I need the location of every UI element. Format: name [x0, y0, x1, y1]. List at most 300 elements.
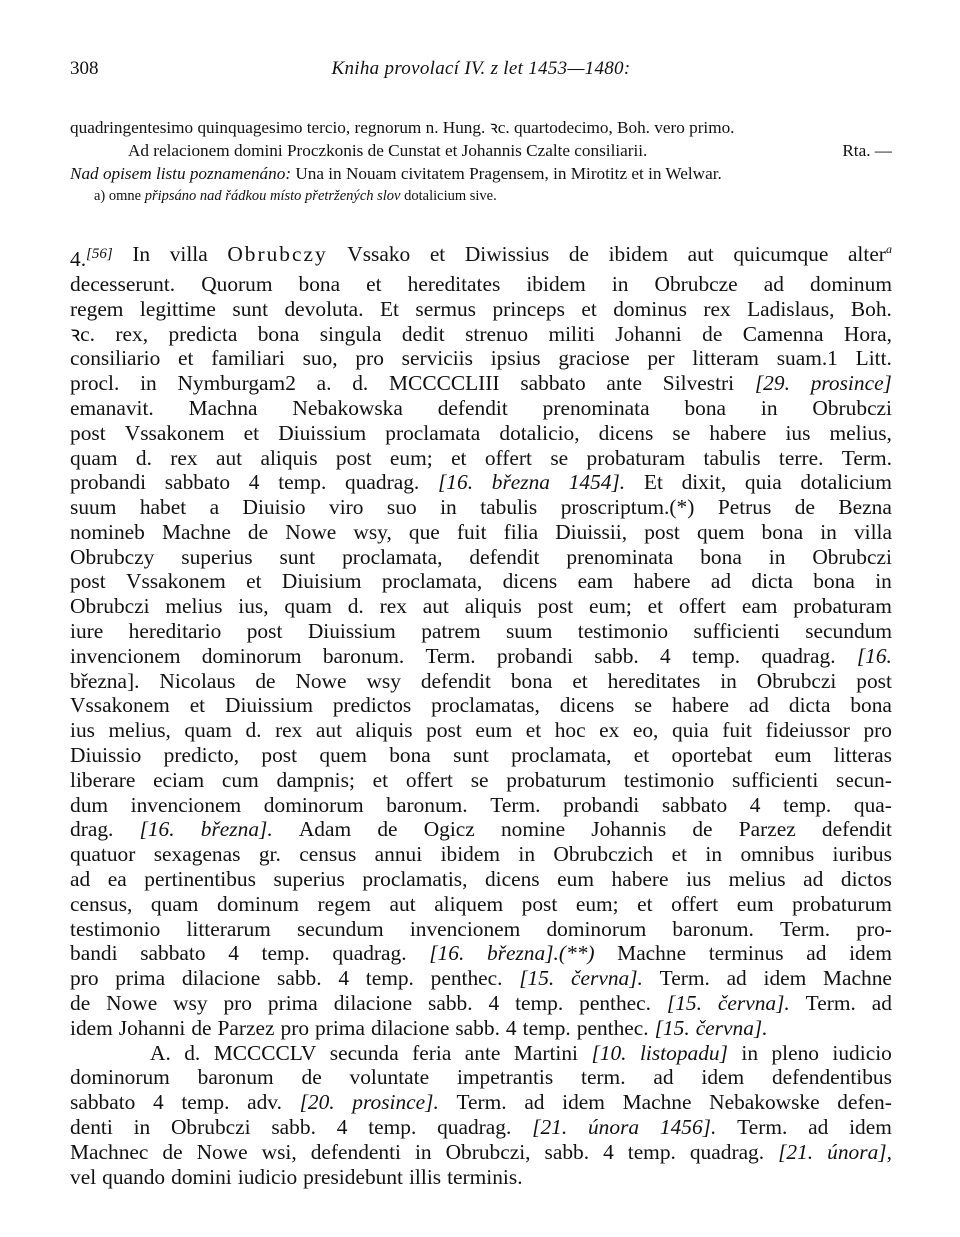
previous-entry-end [70, 116, 892, 208]
word: pleno [771, 1040, 819, 1065]
word: MCCCCLIII [389, 371, 500, 396]
word: proclamata [385, 420, 481, 445]
word: bona [510, 668, 553, 693]
word: Vssakonem [70, 693, 170, 718]
word: baronum. [322, 643, 405, 668]
word: ad [806, 941, 827, 966]
word: secun- [836, 767, 892, 792]
word: Boh. [850, 296, 892, 321]
word: regem [70, 296, 124, 321]
text-line [70, 991, 892, 1016]
word: predictos [332, 693, 412, 718]
word: litteram [692, 346, 759, 371]
word: in [440, 495, 457, 520]
word: penthec. [576, 1015, 649, 1040]
word: ibidem [526, 271, 586, 296]
word: bona [389, 743, 431, 768]
word: defendenti [310, 1139, 401, 1164]
word: post [70, 569, 106, 594]
word: rex [703, 296, 731, 321]
text-line [70, 619, 892, 644]
word: a [209, 495, 220, 520]
word: března]. [200, 817, 273, 842]
word: se [550, 445, 569, 470]
word: hoc [554, 718, 586, 743]
word: bandi [70, 941, 118, 966]
word: Machnec [70, 1139, 149, 1164]
word: Term. [659, 966, 710, 991]
text-line [70, 917, 892, 942]
word: Johanni [118, 1015, 186, 1040]
text-line [70, 297, 892, 322]
word: sabbato [164, 470, 231, 495]
word: in [133, 1115, 151, 1140]
word: idem [849, 1115, 892, 1140]
word: Diuisium [281, 569, 362, 594]
word: eam [577, 569, 614, 594]
word: in [760, 395, 778, 420]
word: de [794, 495, 815, 520]
text-line [70, 941, 892, 966]
word: princeps [492, 296, 565, 321]
word: sabb. [544, 1139, 590, 1164]
word: singula [319, 321, 382, 346]
text-line [70, 892, 892, 917]
word: nomineb [70, 519, 145, 544]
word: Obrubczi [170, 1115, 251, 1140]
text-line [70, 842, 892, 867]
word: familiari [211, 346, 285, 371]
text-line [70, 396, 892, 421]
word: rex [275, 718, 303, 743]
word: temp. [522, 1015, 571, 1040]
word: sabbato [661, 792, 728, 817]
word: Term. [805, 991, 856, 1016]
word: tabulis [480, 495, 538, 520]
word: ea [107, 867, 127, 892]
word: pertinentibus [144, 867, 256, 892]
word: sabbato [140, 941, 206, 966]
word: ꝛc. [70, 321, 95, 346]
text-line [70, 520, 892, 545]
word: [16. [856, 643, 892, 668]
word: Parzez [738, 817, 796, 842]
word: Term. [490, 792, 541, 817]
word: de [247, 519, 269, 544]
word: defendit [821, 817, 892, 842]
word: prosince] [810, 371, 892, 396]
word: in [140, 371, 157, 396]
word: graciose [558, 346, 630, 371]
word: et [243, 420, 260, 445]
word: de [162, 1139, 183, 1164]
word: offert [405, 767, 453, 792]
note-text: Una in Nouam civitatem Pragensem, in Mirotitz et in Welwar. [291, 164, 722, 183]
word: Diuisio [242, 495, 306, 520]
word: gr. [258, 842, 281, 867]
word: Obrubczy [70, 544, 155, 569]
word: fideiussor [765, 718, 850, 743]
word: [21. [532, 1115, 568, 1140]
apparatus-italic: připsáno nad řádkou místo přetržených slov [144, 188, 401, 204]
word: temp. [783, 792, 832, 817]
word: superius [273, 867, 345, 892]
word: de [191, 1015, 212, 1040]
word: Bezna [838, 495, 892, 520]
word: sufficienti [693, 619, 780, 644]
word: bona [684, 395, 727, 420]
word: Vssakonem [124, 420, 225, 445]
word: ad [653, 1065, 674, 1090]
word: defendit [437, 395, 508, 420]
word: offert [671, 891, 719, 916]
word: emanavit. [70, 395, 154, 420]
word: sabb. [428, 991, 473, 1016]
note-line [70, 162, 892, 185]
word: iudicio [237, 1164, 298, 1189]
word: in [741, 1040, 759, 1065]
word: baronum. [386, 792, 468, 817]
word: eum [475, 718, 513, 743]
word: rex, [115, 321, 149, 346]
word: dominum [809, 271, 892, 296]
word: temp. [691, 643, 741, 668]
word: Obrubczi [756, 668, 837, 693]
word: Diuissium [225, 693, 313, 718]
word: temp. [627, 1139, 676, 1164]
word: 4 [660, 643, 671, 668]
text-line [70, 1065, 892, 1090]
word: ex [599, 718, 620, 743]
word: iuribus [832, 842, 892, 867]
word: denti [70, 1115, 113, 1140]
word: post [335, 445, 372, 470]
word: Nebakowska [292, 395, 403, 420]
word: února [587, 1115, 640, 1140]
word: probandi [70, 470, 147, 495]
word: quia [671, 718, 709, 743]
word: probaturum [792, 891, 892, 916]
text-line [70, 1041, 892, 1066]
word: superius [181, 544, 253, 569]
text-line [70, 421, 892, 446]
word: ad [871, 991, 892, 1016]
word: et [581, 296, 597, 321]
word: post [521, 891, 558, 916]
text-line [70, 470, 892, 495]
word: sunt [279, 544, 316, 569]
word: dicta [788, 693, 831, 718]
word: in [768, 544, 786, 569]
word: dicens [559, 693, 615, 718]
word: oportebat [671, 743, 753, 768]
word: drag. [70, 817, 114, 842]
word: d. [184, 1040, 201, 1065]
word: Diuissium [307, 619, 396, 644]
text-line [70, 817, 892, 842]
word: ipsius [490, 346, 541, 371]
word: Machna [188, 395, 258, 420]
word: sabbato [520, 371, 586, 396]
text-line [70, 569, 892, 594]
word: prima [267, 991, 318, 1016]
word: dixit, [681, 470, 727, 495]
word: wsy [173, 991, 208, 1016]
word: qua- [853, 792, 892, 817]
word: aliquis [355, 718, 413, 743]
word: d. [347, 594, 364, 619]
word: terminus [708, 941, 784, 966]
word: quadrag. [761, 643, 836, 668]
word: Diuissii, [555, 519, 628, 544]
running-header [70, 58, 892, 88]
word: eum; [589, 594, 632, 619]
text-line [70, 768, 892, 793]
word: pro- [856, 916, 892, 941]
word: [20. [299, 1090, 335, 1115]
word: idem [849, 941, 892, 966]
word: penthec. [430, 966, 503, 991]
word: omnibus [740, 842, 815, 867]
word: prenominata [542, 395, 650, 420]
word: habet [139, 495, 187, 520]
word: annui [374, 842, 423, 867]
word: offert [678, 594, 726, 619]
word: 4 [749, 792, 761, 817]
word: in [820, 519, 837, 544]
word: et [671, 842, 688, 867]
entry-paragraph-2 [70, 1041, 892, 1190]
word: dictos [840, 867, 892, 892]
word: bona [700, 544, 742, 569]
word: et [189, 693, 206, 718]
word: [29. [754, 371, 790, 396]
word: ad [748, 693, 770, 718]
word: Camenna [742, 321, 824, 346]
text-line [70, 867, 892, 892]
word: sabbato [70, 1090, 136, 1115]
word: habere [611, 867, 669, 892]
word: hereditates [407, 271, 501, 296]
word: quam [284, 594, 332, 619]
word: Obrubczi [70, 594, 150, 619]
word: patrem [421, 619, 481, 644]
word: suo [386, 495, 417, 520]
word: devoluta. [284, 296, 364, 321]
word: dedit [401, 321, 445, 346]
word: Martini [513, 1040, 579, 1065]
word: habere [709, 420, 767, 445]
word: bona [850, 693, 892, 718]
word: wsy [366, 668, 401, 693]
word: de [255, 668, 276, 693]
word: in [518, 842, 536, 867]
word: temp. [181, 1090, 230, 1115]
document-page [70, 58, 892, 1189]
word: Diuissio [70, 743, 142, 768]
word: [16. [429, 941, 465, 966]
word: Et [643, 470, 663, 495]
text-line [70, 1016, 892, 1041]
word: ius [785, 420, 811, 445]
word: dotalicio, [499, 420, 580, 445]
word: temp. [515, 991, 564, 1016]
text-line [70, 272, 892, 297]
word: post [261, 743, 298, 768]
word: Petrus [717, 495, 772, 520]
word: Nowe [285, 519, 337, 544]
word: Nicolaus [159, 668, 236, 693]
word: proscriptum.(*) [560, 495, 695, 520]
word: ad [70, 867, 91, 892]
word: proclamatis, [362, 867, 468, 892]
word: offert [484, 445, 532, 470]
text-line [70, 743, 892, 768]
word: de [70, 991, 91, 1016]
word: [15. [654, 1015, 690, 1040]
text-line [70, 446, 892, 471]
word: ad [524, 1090, 545, 1115]
word: prima [315, 1015, 365, 1040]
word: de [301, 1065, 322, 1090]
word: term. [581, 1065, 626, 1090]
word: habere [633, 569, 691, 594]
word: Johanni [615, 321, 682, 346]
word: proclamata, [342, 544, 443, 569]
word: invencionem [70, 643, 181, 668]
word: strenuo [465, 321, 529, 346]
word: temp. [368, 1115, 417, 1140]
word: sufficienti [731, 767, 819, 792]
word: června]. [717, 991, 790, 1016]
word: Term. [425, 643, 476, 668]
word: liberare [70, 767, 136, 792]
word: dotalicium [800, 470, 892, 495]
word: quem [696, 519, 745, 544]
word: 4 [488, 991, 500, 1016]
word: serviciis [401, 346, 473, 371]
word: Term. [779, 916, 831, 941]
word: Et [379, 296, 399, 321]
word: ad [808, 1115, 829, 1140]
word: in [414, 1139, 432, 1164]
word: [16. [437, 470, 474, 495]
word: d. [352, 371, 369, 396]
text-line: 4.[56] In villa Obrubczy Vssako et Diwissius de ibidem aut quicumque alter$^a$ [70, 241, 892, 272]
word: dominorum [546, 916, 647, 941]
word: in [705, 842, 723, 867]
word: Obrubczi [812, 544, 892, 569]
word: post [246, 619, 283, 644]
word: feria [412, 1040, 452, 1065]
word: que [408, 519, 440, 544]
word: Nymburgam2 [177, 371, 296, 396]
word: vel [70, 1164, 97, 1189]
entry-lines [70, 272, 892, 1041]
word: dominus [613, 296, 687, 321]
word: terre. [778, 445, 824, 470]
word: Silvestri [662, 371, 735, 396]
word: Machne [622, 1090, 692, 1115]
word: a. [316, 371, 332, 396]
word: suum [505, 619, 553, 644]
word: [21. [778, 1139, 814, 1164]
word: testimonio [70, 916, 161, 941]
word: presidebunt [303, 1164, 403, 1189]
word: census, [70, 891, 133, 916]
word: 4 [338, 966, 350, 991]
word: Litt. [855, 346, 892, 371]
word: defendit [420, 668, 491, 693]
word: baronum. [672, 916, 754, 941]
word: quia [744, 470, 782, 495]
word: defendit [469, 544, 540, 569]
word: Machne [617, 941, 687, 966]
word: Obrubcze [654, 271, 738, 296]
word: et [366, 271, 382, 296]
word: hereditates [607, 668, 701, 693]
word: aliquis [464, 594, 522, 619]
text-line [70, 693, 892, 718]
word: pro [223, 991, 252, 1016]
word: března [491, 470, 550, 495]
word: prenominata [566, 544, 674, 569]
word: ante [606, 371, 643, 396]
word: viro [329, 495, 364, 520]
word: probandi [563, 792, 640, 817]
word: suum [70, 495, 117, 520]
word: quadrag. [689, 1139, 765, 1164]
word: d. [245, 718, 262, 743]
word: eum; [389, 445, 433, 470]
word: fuit [722, 718, 753, 743]
word: 1454]. [568, 470, 626, 495]
word: consiliario [70, 346, 161, 371]
word: aut [315, 718, 343, 743]
word: června]. [571, 966, 643, 991]
word: suo, [302, 346, 338, 371]
word: in [611, 271, 629, 296]
word: eum [557, 867, 594, 892]
note-line: quadringentesimo quinquagesimo tercio, regnorum n. Hung. ꝛc. quartodecimo, Boh. vero primo. [70, 118, 735, 137]
word: eum [774, 743, 812, 768]
word: sabb. [594, 643, 639, 668]
word: aut [215, 445, 243, 470]
word: post [537, 594, 574, 619]
apparatus-marker: a) [94, 188, 106, 204]
word: ad [803, 867, 824, 892]
text-line [70, 594, 892, 619]
word: tabulis [703, 445, 761, 470]
word: eciam [153, 767, 205, 792]
word: března].(**) [486, 941, 595, 966]
word: de [377, 817, 398, 842]
word: pro [863, 718, 892, 743]
word: ibidem [440, 842, 500, 867]
word: 1456]. [659, 1115, 717, 1140]
critical-apparatus [70, 185, 892, 208]
word: února], [827, 1139, 892, 1164]
word: Nowe [196, 1139, 248, 1164]
word: et [246, 569, 262, 594]
word: et [633, 743, 650, 768]
word: MCCCCLV [213, 1040, 317, 1065]
word: secundum [805, 619, 892, 644]
word: temp. [365, 966, 414, 991]
word: se [672, 420, 691, 445]
word: regem [317, 891, 371, 916]
word: proclamatas, [431, 693, 540, 718]
